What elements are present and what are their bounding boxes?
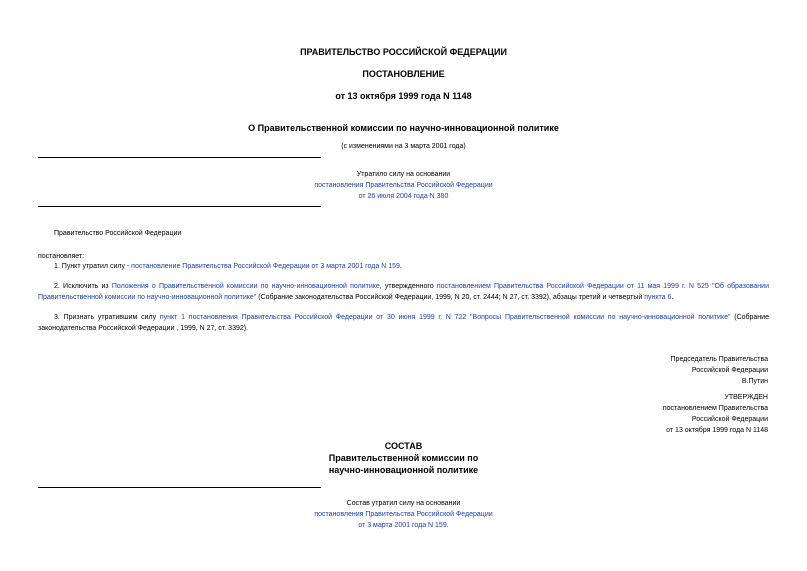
paragraph-3-end: (Собрание законодательства Российской Федерации , 1999, N 27, ст. 3392). — [38, 314, 769, 332]
composition-title-1: СОСТАВ — [384, 441, 423, 451]
approval-line-4: от 13 октября 1999 года N 1148 — [666, 427, 768, 434]
paragraph-2-end: . — [671, 294, 674, 301]
amendments-note: (с изменениями на 3 марта 2001 года) — [341, 143, 466, 150]
paragraph-3 — [38, 312, 769, 334]
document-org: ПРАВИТЕЛЬСТВО РОССИЙСКОЙ ФЕДЕРАЦИИ — [300, 47, 507, 57]
paragraph-2-mid: , утвержденного — [379, 283, 437, 290]
composition-note-end: . — [446, 522, 449, 529]
repeal-note-text: Утратило силу на основании — [356, 171, 451, 178]
signature-name: В.Путин — [741, 378, 768, 385]
document-title: О Правительственной комиссии по научно-инновационной политике — [248, 123, 559, 133]
composition-repeal-note — [0, 498, 807, 531]
repeal-link-2[interactable]: от 26 июля 2004 года N 380 — [358, 193, 449, 200]
composition-title-2: Правительственной комиссии по — [328, 453, 479, 463]
paragraph-1-end: . — [399, 263, 402, 270]
repeal-note — [0, 169, 807, 202]
composition-link-2[interactable]: от 3 марта 2001 года N 159 — [358, 522, 447, 529]
paragraph-1 — [38, 261, 769, 272]
paragraph-2-link-regulation[interactable]: Положения о Правительственной комиссии по научно-инновационной политике — [111, 283, 380, 290]
divider — [38, 157, 321, 158]
composition-title — [0, 440, 807, 476]
paragraph-2-link-clause[interactable]: пункта 6 — [644, 294, 672, 301]
composition-note-text: Состав утратил силу на основании — [346, 500, 461, 507]
document-date-number: от 13 октября 1999 года N 1148 — [335, 91, 472, 101]
paragraph-1-text: 1. Пункт утратил силу - — [54, 263, 132, 270]
document-type: ПОСТАНОВЛЕНИЕ — [362, 69, 445, 79]
approval-block — [663, 392, 768, 436]
signature-position: Председатель Правительства — [670, 356, 768, 363]
decides-label: постановляет: — [38, 253, 85, 260]
signature-block — [671, 354, 768, 387]
paragraph-2-text: 2. Исключить из — [54, 283, 112, 290]
approval-heading: УТВЕРЖДЕН — [724, 394, 768, 401]
signature-country: Российской Федерации — [691, 367, 768, 374]
approval-line-2: постановлением Правительства — [662, 405, 768, 412]
paragraph-3-link[interactable]: пункт 1 постановления Правительства Российской Федерации от 30 июня 1999 г. N 722 "Вопросы Правительственной комиссии по научно-инновационной политике" — [159, 314, 731, 321]
paragraph-2 — [38, 281, 769, 303]
approval-line-3: Российской Федерации — [691, 416, 768, 423]
repeal-link-1[interactable]: постановления Правительства Российской Федерации — [314, 182, 493, 189]
composition-link-1[interactable]: постановления Правительства Российской Федерации — [314, 511, 493, 518]
paragraph-1-link[interactable]: постановление Правительства Российской Федерации от 3 марта 2001 года N 159 — [131, 263, 400, 270]
paragraph-2-mid-2: (Собрание законодательства Российской Федерации, 1999, N 20, ст. 2444; N 27, ст. 3392), абзацы третий и четвертый — [256, 294, 645, 301]
paragraph-2-link-resolution[interactable]: постановлением Правительства Российской Федерации от 11 мая 1999 г. N 525 "Об образовании Правительственной комиссии по научно-инновационной политике" — [38, 283, 769, 301]
paragraph-3-text: 3. Признать утратившим силу — [54, 314, 160, 321]
government-label: Правительство Российской Федерации — [54, 230, 182, 237]
composition-title-3: научно-инновационной политике — [328, 465, 479, 475]
divider — [38, 487, 321, 488]
divider — [38, 206, 321, 207]
